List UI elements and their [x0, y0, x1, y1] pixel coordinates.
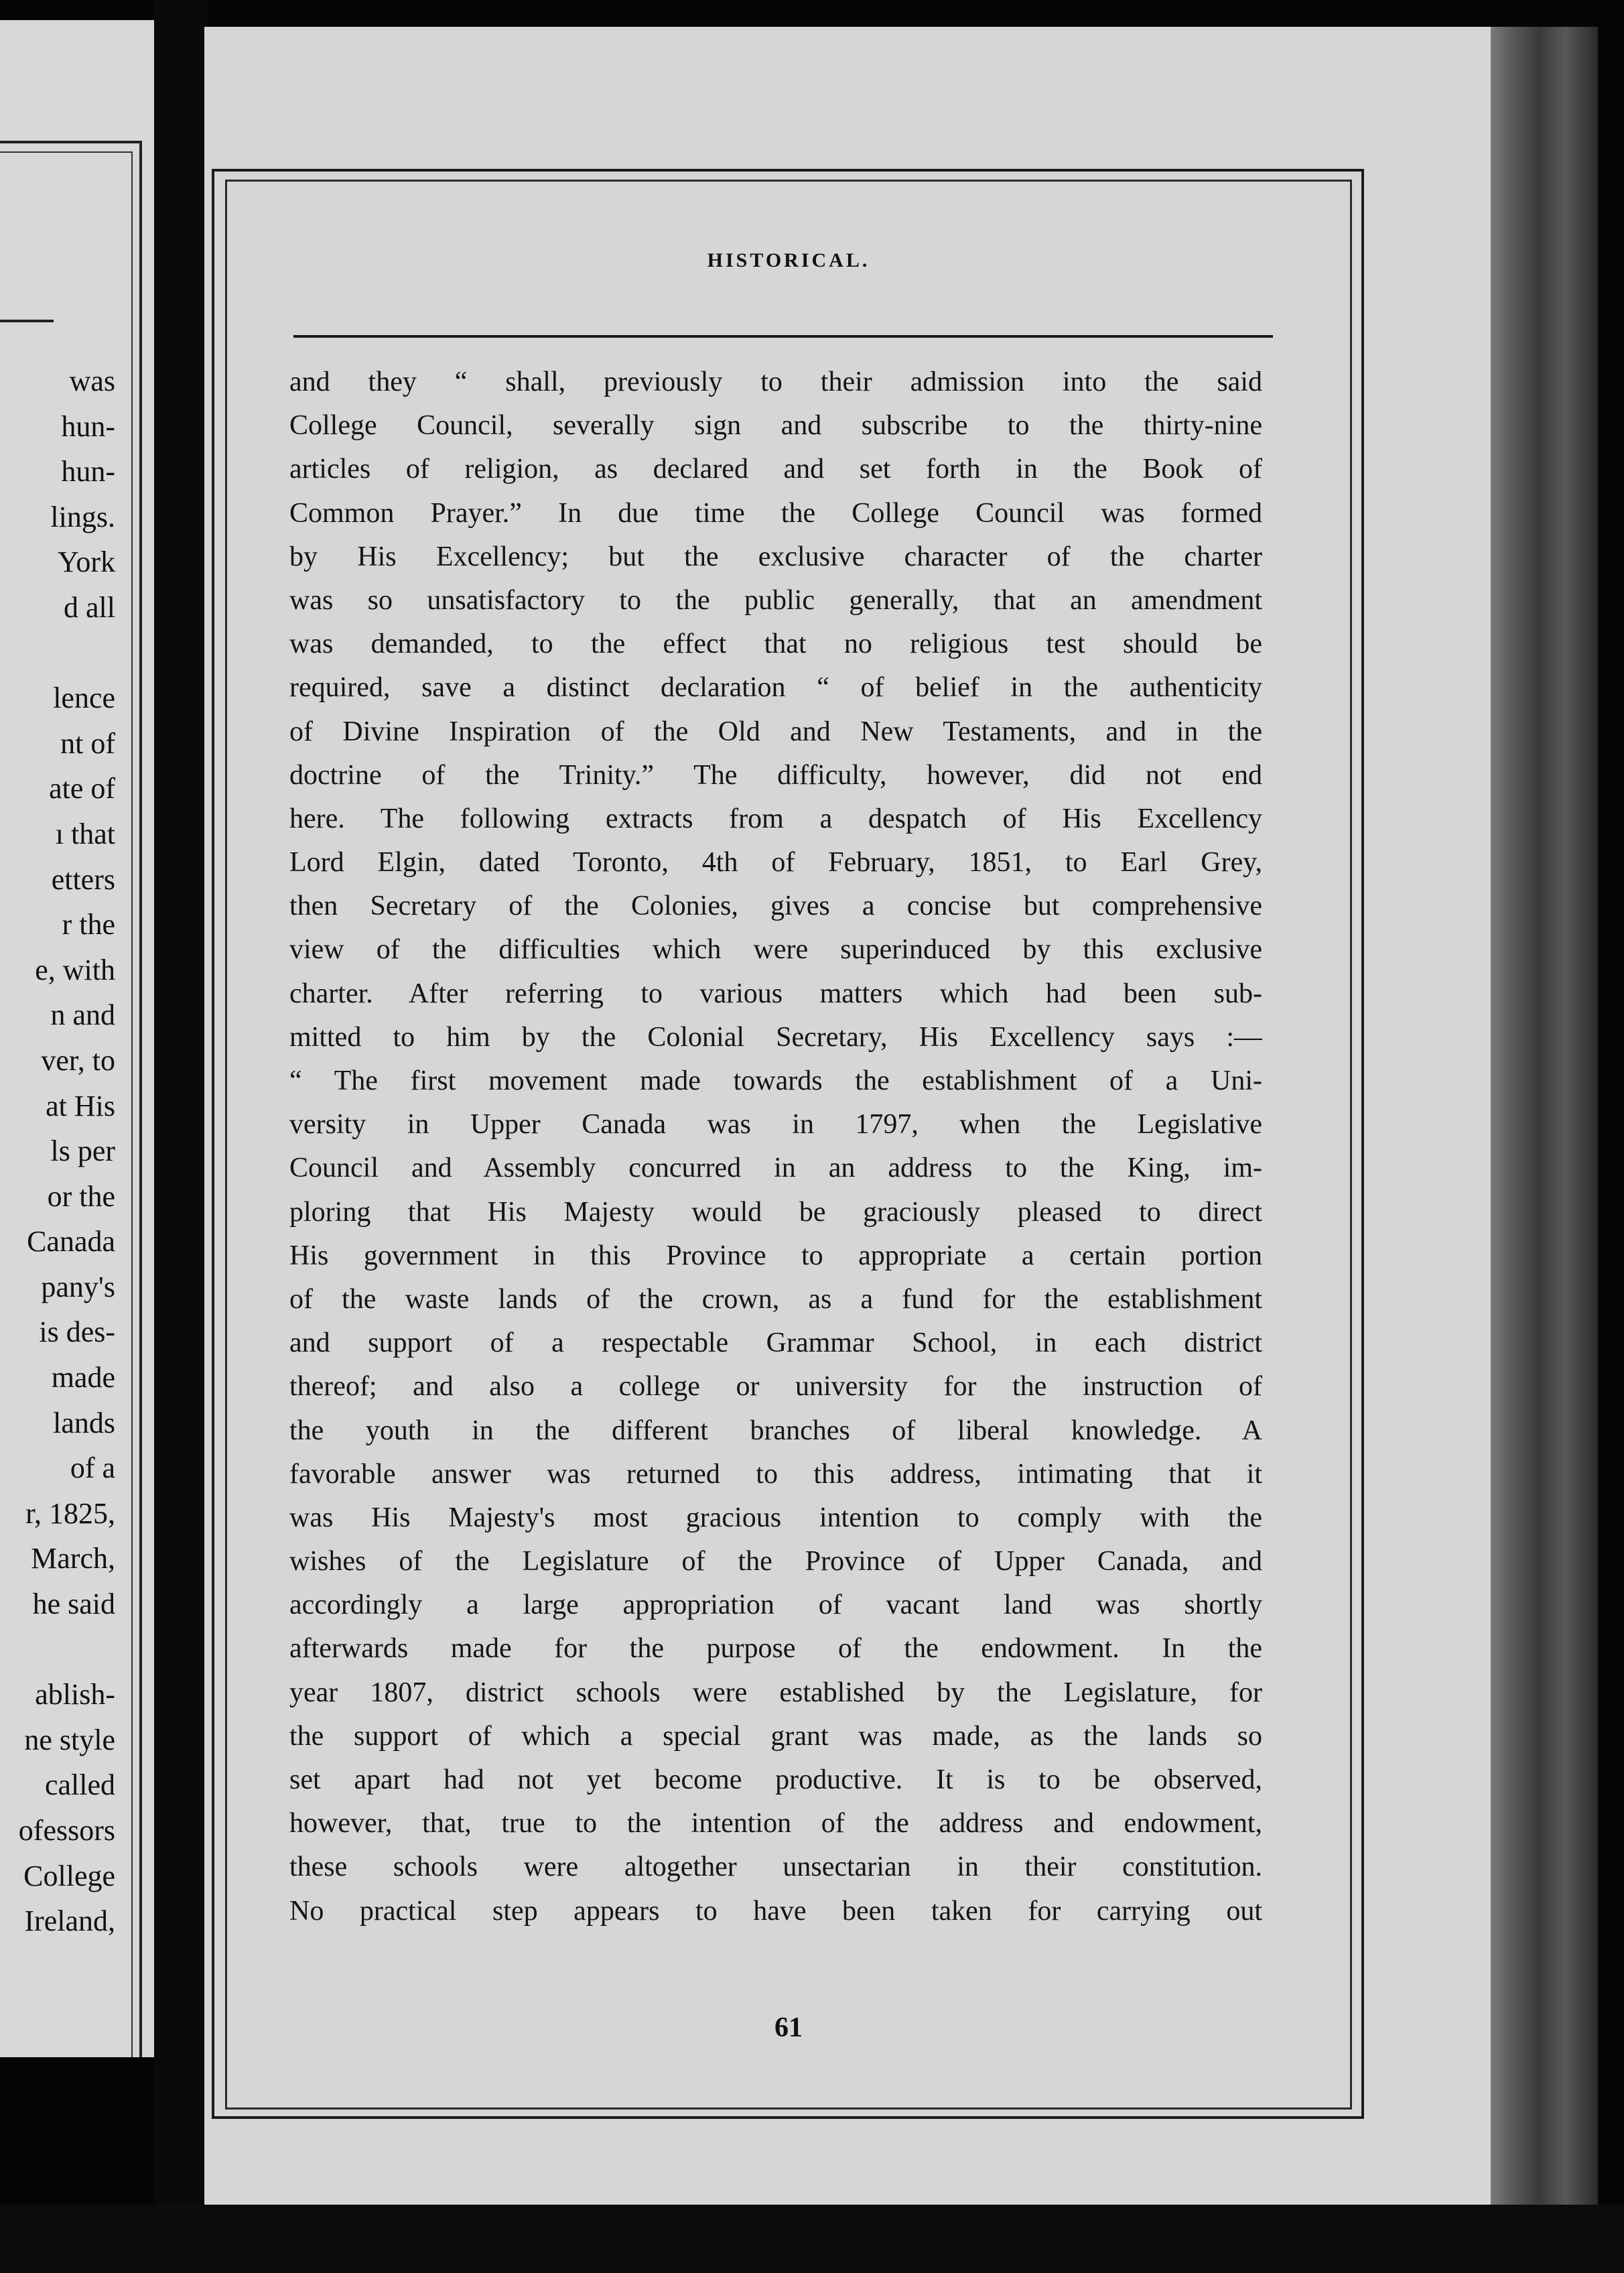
- left-fragment-line: r, 1825,: [25, 1496, 115, 1530]
- left-fragment-line: ate of: [49, 772, 115, 805]
- body-line: and they “ shall, previously to their admission into the said: [289, 367, 1262, 397]
- left-fragment-line: College: [23, 1859, 115, 1892]
- body-line: thereof; and also a college or university for the instruction of: [289, 1371, 1262, 1403]
- body-line: Council and Assembly concurred in an address to the King, im-: [289, 1153, 1262, 1184]
- left-fragment-line: ofessors: [18, 1814, 115, 1847]
- left-facing-page: [0, 20, 154, 2057]
- left-fragment-line: called: [44, 1768, 115, 1802]
- left-fragment-line: etters: [51, 862, 115, 896]
- left-fragment-line: [0, 631, 115, 676]
- scan-bottom-edge: [0, 2205, 1624, 2273]
- left-fragment-line: nt of: [60, 726, 115, 760]
- body-line: ploring that His Majesty would be graciously pleased to direct: [289, 1196, 1262, 1228]
- left-fragment-line: hun-: [61, 409, 115, 443]
- body-line: of Divine Inspiration of the Old and New Testaments, and in the: [289, 716, 1262, 747]
- body-line: was so unsatisfactory to the public generally, that an amendment: [289, 584, 1262, 616]
- left-fragment-line: ne style: [24, 1723, 115, 1756]
- body-line: accordingly a large appropriation of vacant land was shortly: [289, 1589, 1262, 1621]
- left-fragment-line: pany's: [41, 1270, 115, 1303]
- body-line: favorable answer was returned to this address, intimating that it: [289, 1458, 1262, 1490]
- running-head-rule: [293, 335, 1273, 338]
- left-fragment-line: York: [57, 545, 115, 579]
- left-fragment-line: lands: [53, 1406, 115, 1439]
- left-fragment-line: made: [51, 1361, 115, 1394]
- left-fragment-line: he said: [32, 1587, 115, 1621]
- left-fragment-line: ablish-: [35, 1678, 115, 1711]
- body-line: mitted to him by the Colonial Secretary, His Excellency says :—: [289, 1021, 1262, 1053]
- left-fragment-line: ls per: [50, 1134, 115, 1168]
- left-fragment-line: n and: [50, 998, 115, 1032]
- body-line: His government in this Province to appropriate a certain portion: [289, 1240, 1262, 1271]
- left-fragment-line: [0, 1627, 115, 1673]
- body-line: wishes of the Legislature of the Province of Upper Canada, and: [289, 1546, 1262, 1577]
- body-line: was demanded, to the effect that no religious test should be: [289, 629, 1262, 660]
- body-line: the support of which a special grant was made, as the lands so: [289, 1720, 1262, 1752]
- body-line: year 1807, district schools were established by the Legislature, for: [289, 1677, 1262, 1708]
- body-line: “ The first movement made towards the establishment of a Uni-: [289, 1065, 1262, 1096]
- left-fragment-line: e, with: [35, 953, 115, 986]
- body-line: here. The following extracts from a despatch of His Excellency: [289, 803, 1262, 834]
- left-fragment-line: was: [69, 365, 115, 397]
- body-line: then Secretary of the Colonies, gives a concise but comprehensive: [289, 891, 1262, 922]
- body-line: of the waste lands of the crown, as a fund for the establishment: [289, 1283, 1262, 1315]
- left-fragment-line: lings.: [50, 500, 115, 533]
- body-line: afterwards made for the purpose of the endowment. In the: [289, 1633, 1262, 1665]
- left-fragment-line: at His: [46, 1089, 115, 1122]
- body-line: set apart had not yet become productive. It is to be observed,: [289, 1764, 1262, 1795]
- body-line: and support of a respectable Grammar School, in each district: [289, 1327, 1262, 1359]
- running-head: HISTORICAL.: [707, 249, 870, 271]
- body-line: however, that, true to the intention of the address and endowment,: [289, 1808, 1262, 1839]
- body-line: No practical step appears to have been taken for carrying out: [289, 1895, 1262, 1927]
- left-fragment-line: ver, to: [41, 1043, 115, 1077]
- book-gutter: [154, 0, 208, 2273]
- body-line: required, save a distinct declaration “ of belief in the authenticity: [289, 672, 1262, 704]
- body-line: charter. After referring to various matters which had been sub-: [289, 978, 1262, 1009]
- left-fragment-line: or the: [47, 1179, 115, 1213]
- left-fragment-line: hun-: [61, 455, 115, 489]
- left-fragment-line: of a: [70, 1451, 115, 1485]
- page-stack-edge: [1491, 27, 1598, 2273]
- body-line: was His Majesty's most gracious intention to comply with the: [289, 1502, 1262, 1533]
- body-line: Common Prayer.” In due time the College Council was formed: [289, 497, 1262, 529]
- body-line: College Council, severally sign and subscribe to the thirty-nine: [289, 410, 1262, 442]
- left-fragment-line: ı that: [55, 817, 115, 850]
- body-line: the youth in the different branches of liberal knowledge. A: [289, 1415, 1262, 1446]
- body-line: doctrine of the Trinity.” The difficulty, however, did not end: [289, 759, 1262, 791]
- body-line: view of the difficulties which were superinduced by this exclusive: [289, 934, 1262, 966]
- left-fragment-line: r the: [62, 908, 115, 941]
- body-line: versity in Upper Canada was in 1797, when the Legislative: [289, 1109, 1262, 1141]
- left-fragment-line: d all: [64, 590, 115, 624]
- left-fragment-line: is des-: [39, 1315, 115, 1349]
- left-fragment-line: Ireland,: [24, 1904, 115, 1938]
- body-text: [289, 361, 1262, 1933]
- body-line: Lord Elgin, dated Toronto, 4th of February, 1851, to Earl Grey,: [289, 847, 1262, 879]
- left-page-head-rule: [0, 320, 54, 322]
- left-page-text-fragments: [0, 359, 115, 1944]
- left-fragment-line: Canada: [27, 1225, 115, 1258]
- left-fragment-line: March,: [31, 1542, 115, 1575]
- left-fragment-line: lence: [53, 681, 115, 715]
- page-number: 61: [774, 2012, 803, 2043]
- body-line: articles of religion, as declared and set forth in the Book of: [289, 454, 1262, 485]
- body-line: these schools were altogether unsectarian in their constitution.: [289, 1852, 1262, 1883]
- body-line: by His Excellency; but the exclusive character of the charter: [289, 541, 1262, 572]
